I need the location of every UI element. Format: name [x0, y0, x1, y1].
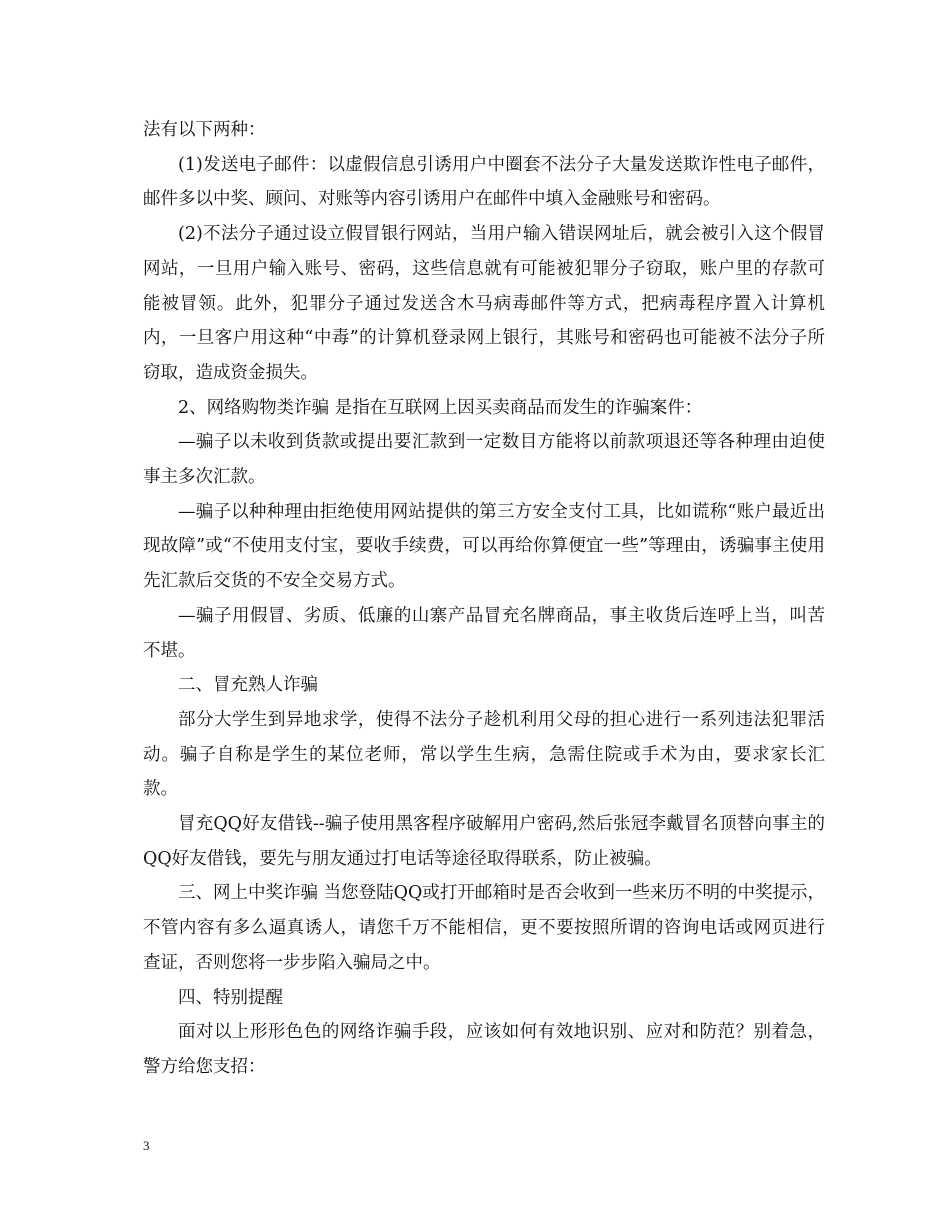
- page-number: 3: [143, 1138, 150, 1153]
- paragraph-intro-continuation: 法有以下两种：: [143, 120, 266, 140]
- paragraph-shopping-item-3: —骗子用假冒、劣质、低廉的山寨产品冒充名牌商品，事主收货后连呼上当，叫苦不堪。: [143, 605, 825, 661]
- paragraph-shopping-item-2: —骗子以种种理由拒绝使用网站提供的第三方安全支付工具，比如谎称“账户最近出现故障”或“不使用支付宝，要收手续费，可以再给你算便宜一些”等理由，诱骗事主使用先汇款后交货的不安全交易方式。: [143, 501, 825, 592]
- paragraph-online-shopping-heading: 2、网络购物类诈骗 是指在互联网上因买卖商品而发生的诈骗案件：: [178, 397, 703, 418]
- document-body: [143, 113, 825, 1085]
- paragraph-student-impersonation: 部分大学生到异地求学，使得不法分子趁机利用父母的担心进行一系列违法犯罪活动。骗子自称是学生的某位老师，常以学生生病，急需住院或手术为由，要求家长汇款。: [143, 709, 825, 800]
- section-heading-impersonation: 二、冒充熟人诈骗: [178, 675, 318, 696]
- paragraph-closing: 面对以上形形色色的网络诈骗手段，应该如何有效地识别、应对和防范？别着急，警方给您支招：: [143, 1022, 825, 1077]
- paragraph-fake-bank-site: (2)不法分子通过设立假冒银行网站，当用户输入错误网址后，就会被引入这个假冒网站，一旦用户输入账号、密码，这些信息就有可能被犯罪分子窃取，账户里的存款可能被冒领。此外，犯罪分子通过发送含木马病毒邮件等方式，把病毒程序置入计算机内，一旦客户用这种“中毒”的计算机登录网上银行，其账号和密码也可能被不法分子所窃取，造成资金损失。: [143, 224, 825, 383]
- paragraph-shopping-item-1: —骗子以未收到货款或提出要汇款到一定数目方能将以前款项退还等各种理由迫使事主多次汇款。: [143, 432, 825, 488]
- section-heading-special-reminder: 四、特别提醒: [178, 987, 283, 1008]
- paragraph-email-fraud: (1)发送电子邮件：以虚假信息引诱用户中圈套不法分子大量发送欺诈性电子邮件，邮件多以中奖、顾问、对账等内容引诱用户在邮件中填入金融账号和密码。: [143, 154, 825, 210]
- paragraph-lottery-scam: 三、网上中奖诈骗 当您登陆QQ或打开邮箱时是否会收到一些来历不明的中奖提示，不管内容有多么逼真诱人，请您千万不能相信，更不要按照所谓的咨询电话或网页进行查证，否则您将一步步陷入骗局之中。: [143, 883, 825, 973]
- paragraph-qq-friend-scam: 冒充QQ好友借钱--骗子使用黑客程序破解用户密码,然后张冠李戴冒名顶替向事主的QQ好友借钱，要先与朋友通过打电话等途径取得联系，防止被骗。: [143, 814, 825, 869]
